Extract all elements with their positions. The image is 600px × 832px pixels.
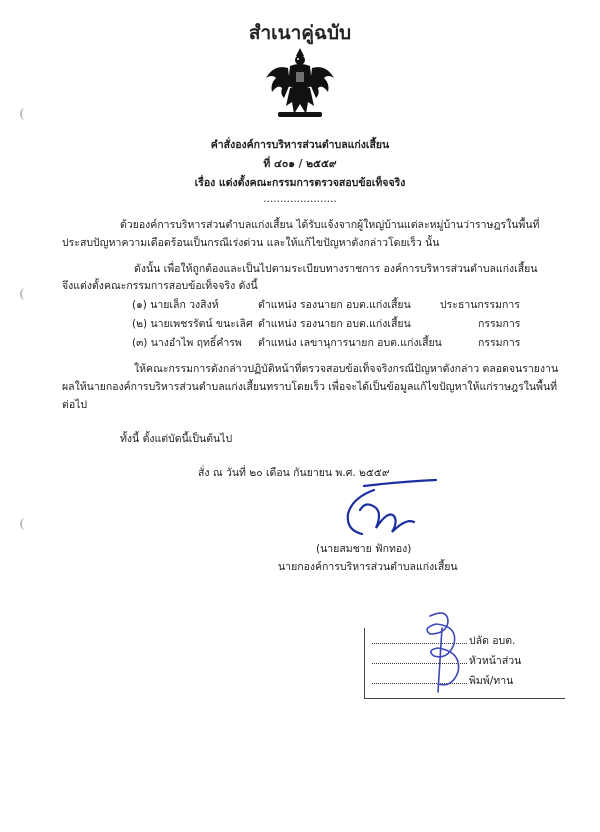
committee-role-1: ประธานกรรมการ xyxy=(440,299,520,311)
committee-position-2: ตำแหน่ง รองนายก อบต.แก่งเสี้ยน xyxy=(258,318,411,330)
para3-line2: ผลให้นายกองค์การบริหารส่วนตำบลแก่งเสี้ยนทราบโดยเร็ว เพื่อจะได้เป็นข้อมูลแก้ไขปัญหาให้แก่ราษฎรในพื้นที่ xyxy=(62,381,558,393)
committee-role-3: กรรมการ xyxy=(478,337,521,349)
committee-position-1: ตำแหน่ง รองนายก อบต.แก่งเสี้ยน xyxy=(258,299,411,311)
header-title: สำเนาคู่ฉบับ xyxy=(248,22,352,44)
stamp-line-1: ปลัด อบต. xyxy=(372,634,515,648)
para3-line3: ต่อไป xyxy=(62,399,88,411)
committee-name-2: (๒) นายเพชรรัตน์ ขนะเลิศ xyxy=(132,318,253,330)
para1-line2: ประสบปัญหาความเดือดร้อนเป็นกรณีเร่งด่วน และให้แก้ไขปัญหาดังกล่าวโดยเร็ว นั้น xyxy=(62,237,440,249)
committee-name-3: (๓) นางอำไพ ฤทธิ์คำรพ xyxy=(132,337,242,349)
signer-name: (นายสมชาย ฟักทอง) xyxy=(316,543,412,555)
para3-line1: ให้คณะกรรมการดังกล่าวปฏิบัติหน้าที่ตรวจสอบข้อเท็จจริงกรณีปัญหาดังกล่าว ตลอดจนรายงาน xyxy=(134,363,559,375)
punch-mark-1 xyxy=(20,108,30,120)
para2-line2: จึงแต่งตั้งคณะกรรมการสอบข้อเท็จจริง ดังนี้ xyxy=(62,280,258,292)
para2-line1: ดังนั้น เพื่อให้ถูกต้องและเป็นไปตามระเบียบทางราชการ องค์การบริหารส่วนตำบลแก่งเสี้ยน xyxy=(134,263,538,275)
stamp-line-2: หัวหน้าส่วน xyxy=(372,654,521,668)
separator-line: ...................... xyxy=(263,193,337,205)
committee-name-1: (๑) นายเล็ก วงสิงห์ xyxy=(132,299,219,311)
committee-position-3: ตำแหน่ง เลขานุการนายก อบต.แก่งเสี้ยน xyxy=(258,337,442,349)
punch-mark-2 xyxy=(20,288,30,300)
signer-title: นายกองค์การบริหารส่วนตำบลแก่งเสี้ยน xyxy=(278,561,458,573)
punch-mark-3 xyxy=(20,518,30,530)
date-line: สั่ง ณ วันที่ ๒๐ เดือน กันยายน พ.ศ. ๒๕๕๙ xyxy=(198,467,390,479)
order-number: ที่ ๔๐๑ / ๒๕๕๙ xyxy=(263,158,337,170)
stamp-line-3: พิมพ์/ทาน xyxy=(372,674,513,688)
para1-line1: ด้วยองค์การบริหารส่วนตำบลแก่งเสี้ยน ได้รับแจ้งจากผู้ใหญ่บ้านแต่ละหมู่บ้านว่าราษฎรในพื้นที่ xyxy=(120,219,540,231)
order-heading: คำสั่งองค์การบริหารส่วนตำบลแก่งเสี้ยน xyxy=(210,139,390,151)
effective-line: ทั้งนี้ ตั้งแต่บัดนี้เป็นต้นไป xyxy=(120,433,233,445)
committee-role-2: กรรมการ xyxy=(478,318,521,330)
garuda-emblem-icon xyxy=(260,44,340,120)
initials-scribble-icon xyxy=(408,604,478,696)
order-subject: เรื่อง แต่งตั้งคณะกรรมการตรวจสอบข้อเท็จจริง xyxy=(194,177,406,189)
signature-scribble-icon xyxy=(336,470,446,550)
